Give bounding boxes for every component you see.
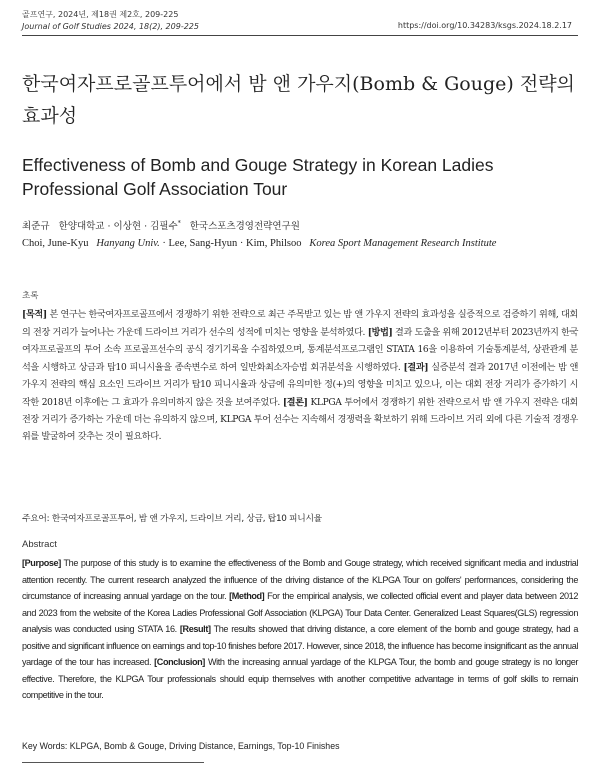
author-affiliation: 한국스포츠경영전략연구원 [189, 221, 300, 232]
result-text: The results showed that driving distance, a core element of the bomb and gouge strategy, had a positive and significant influence on earnings and top-10 finishes before 2017. However, since 2018, the influence has become insignificant as the annual yardage of the tour has increased. [22, 624, 578, 667]
title-english: Effectiveness of Bomb and Gouge Strategy in Korean Ladies Professional Golf Association Tour [22, 155, 494, 199]
result-tag: [Result] [179, 624, 211, 634]
author-name: Choi, June-Kyu [22, 238, 89, 249]
conclusion-text: KLPGA 투어에서 경쟁하기 위한 전략으로서 밤 앤 가우지 전략은 대회 전장 거리가 증가하는 가운데 더는 유의하지 않으며, KLPGA 투어 선수는 지속해서 경쟁력을 확보하기 위해 드라이브 거리 외에 다른 기술적 경쟁우위를 발굴하여 갖추는 것이 필요하다. [22, 398, 578, 442]
abstract-en-label: Abstract [22, 539, 57, 550]
conclusion-tag: [Conclusion] [154, 657, 205, 667]
method-text: For the empirical analysis, we collected official event and player data between 2012 and 2023 from the website of the Korea Ladies Professional Golf Association (KLPGA) Tour Data Center. Generalized Least Squares(GLS) regression analysis was conducted using STATA 16. [22, 591, 578, 634]
method-text: 결과 도출을 위해 2012년부터 2023년까지 한국여자프로골프의 투어 소속 프로골프선수의 공식 경기기록을 수집하였으며, 통계분석프로그램인 STATA 16을 이용하여 기술통계분석, 상관관계 분석을 시행하고 상금과 탑10 피니시율을 종속변수로 하여 일반화최소자승법 회귀분석을 시행하였다. [22, 328, 578, 373]
keywords-english: Key Words: KLPGA, Bomb & Gouge, Driving Distance, Earnings, Top-10 Finishes [22, 741, 340, 751]
abstract-korean [22, 306, 578, 446]
authors-english [22, 238, 582, 249]
purpose-tag: [목적] [22, 309, 47, 320]
purpose-text: The purpose of this study is to examine the effectiveness of the Bomb and Gouge strategy, which received significant media and industrial attention recently. The current research analyzed the influence of the driving distance of the KLPGA Tour on golfers' performances, considering the circumstance of increasing annual yardage on the tour. [22, 558, 578, 601]
conclusion-tag: [결론] [282, 397, 308, 408]
journal-header [22, 9, 199, 33]
journal-citation-ko: 골프연구, 2024년, 제18권 제2호, 209-225 [22, 10, 179, 19]
purpose-text: 본 연구는 한국여자프로골프에서 경쟁하기 위한 전략으로 최근 주목받고 있는 밤 앤 가우지 전략의 효과성을 실증적으로 검증하기 위해, 대회의 전장 거리가 늘어나는 가운데 드라이브 거리가 선수의 성적에 미치는 영향을 분석하였다. [22, 310, 578, 338]
header-divider [22, 35, 578, 36]
method-tag: [Method] [229, 591, 265, 601]
journal-citation-en: Journal of Golf Studies 2024, 18(2), 209-225 [22, 22, 199, 31]
conclusion-text: With the increasing annual yardage of the KLPGA Tour, the bomb and gouge strategy is no longer effective. Therefore, the KLPGA Tour professionals should equip themselves with another competitive advantage in terms of golf skills to remain competitive in the tour. [22, 657, 578, 700]
title-korean: 한국여자프로골프투어에서 밤 앤 가우지(Bomb & Gouge) 전략의 효과성 [22, 73, 575, 127]
purpose-tag: [Purpose] [22, 558, 61, 568]
author-name: · 이상현 · 김필수 [107, 221, 178, 232]
doi-link[interactable]: https://doi.org/10.34283/ksgs.2024.18.2.17 [397, 21, 572, 30]
method-tag: [방법] [367, 327, 393, 338]
author-affiliation: Korea Sport Management Research Institute [309, 238, 497, 249]
abstract-ko-label: 초록 [22, 291, 39, 301]
author-affiliation: Hanyang Univ. [96, 238, 160, 249]
result-text: 실증분석 결과 2017년 이전에는 밤 앤 가우지 전략의 핵심 요소인 드라이브 거리가 탑10 피니시율과 상금에 유의미한 정(+)의 영향을 미치고 있으나, 이는 대회 전장 거리가 증가하기 시작한 2018년 이후에는 그 효과가 유의미하지 않은 것을 보여주었다. [22, 363, 579, 408]
footnote-divider [22, 762, 204, 763]
result-tag: [결과] [403, 362, 429, 373]
abstract-english [22, 555, 578, 704]
author-name: · Lee, Sang-Hyun · Kim, Philsoo [162, 238, 302, 249]
keywords-korean: 주요어: 한국여자프로골프투어, 밤 앤 가우지, 드라이브 거리, 상금, 탑10 피니시율 [22, 514, 322, 524]
corresponding-mark: * [177, 219, 181, 227]
author-affiliation: 한양대학교 [58, 221, 105, 232]
authors-korean [22, 218, 582, 232]
author-name: 최준규 [22, 221, 50, 232]
